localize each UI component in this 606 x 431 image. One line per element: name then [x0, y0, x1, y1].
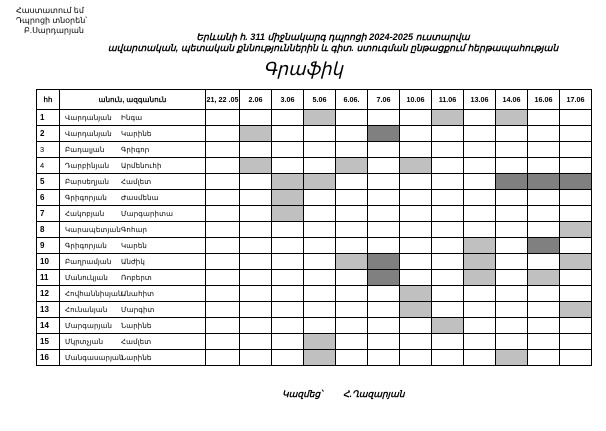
- table-row: [37, 334, 592, 350]
- empty-cell: [528, 318, 560, 334]
- empty-cell: [206, 270, 240, 286]
- empty-cell: [272, 286, 304, 302]
- empty-cell: [464, 142, 496, 158]
- empty-cell: [496, 286, 528, 302]
- empty-cell: [496, 206, 528, 222]
- staff-surname: Հակոբյան: [65, 209, 105, 218]
- empty-cell: [464, 222, 496, 238]
- empty-cell: [206, 238, 240, 254]
- empty-cell: [400, 190, 432, 206]
- empty-cell: [496, 318, 528, 334]
- row-number: 10: [37, 254, 60, 270]
- empty-cell: [528, 190, 560, 206]
- empty-cell: [240, 270, 272, 286]
- document-heading-line1: Երևանի հ. 311 միջնակարգ դպրոցի 2024-2025 ուստարվա: [196, 32, 470, 42]
- staff-name: [60, 318, 206, 334]
- duty-cell-light: [496, 110, 528, 126]
- duty-cell-dark: [368, 126, 400, 142]
- empty-cell: [336, 190, 368, 206]
- empty-cell: [528, 206, 560, 222]
- empty-cell: [400, 334, 432, 350]
- empty-cell: [496, 334, 528, 350]
- empty-cell: [496, 126, 528, 142]
- duty-cell-light: [400, 286, 432, 302]
- table-row: [37, 318, 592, 334]
- duty-cell-light: [464, 238, 496, 254]
- staff-first-name: Կարեն: [121, 241, 147, 250]
- empty-cell: [336, 286, 368, 302]
- staff-name: [60, 254, 206, 270]
- empty-cell: [206, 206, 240, 222]
- empty-cell: [560, 126, 592, 142]
- empty-cell: [528, 286, 560, 302]
- empty-cell: [368, 334, 400, 350]
- empty-cell: [368, 206, 400, 222]
- empty-cell: [496, 222, 528, 238]
- empty-cell: [304, 222, 336, 238]
- column-header-date: 6.06.: [336, 90, 368, 110]
- empty-cell: [464, 206, 496, 222]
- empty-cell: [464, 110, 496, 126]
- empty-cell: [206, 174, 240, 190]
- empty-cell: [206, 110, 240, 126]
- staff-first-name: Նարինե: [121, 321, 152, 330]
- column-header-date: 17.06: [560, 90, 592, 110]
- empty-cell: [432, 222, 464, 238]
- duty-cell-dark: [496, 174, 528, 190]
- empty-cell: [336, 174, 368, 190]
- empty-cell: [206, 254, 240, 270]
- table-row: [37, 158, 592, 174]
- empty-cell: [368, 110, 400, 126]
- duty-cell-light: [304, 350, 336, 366]
- empty-cell: [336, 126, 368, 142]
- empty-cell: [368, 238, 400, 254]
- empty-cell: [400, 206, 432, 222]
- empty-cell: [240, 254, 272, 270]
- row-number: 1: [37, 110, 60, 126]
- empty-cell: [432, 302, 464, 318]
- empty-cell: [206, 302, 240, 318]
- empty-cell: [368, 286, 400, 302]
- table-row: [37, 174, 592, 190]
- empty-cell: [240, 142, 272, 158]
- empty-cell: [368, 142, 400, 158]
- staff-first-name: Անժիկ: [121, 257, 145, 266]
- empty-cell: [272, 350, 304, 366]
- empty-cell: [304, 190, 336, 206]
- column-header-date: 7.06: [368, 90, 400, 110]
- row-number: 14: [37, 318, 60, 334]
- staff-surname: Գրիգորյան: [65, 193, 107, 202]
- table-row: [37, 142, 592, 158]
- empty-cell: [336, 334, 368, 350]
- empty-cell: [336, 270, 368, 286]
- duty-cell-light: [560, 302, 592, 318]
- empty-cell: [368, 222, 400, 238]
- empty-cell: [560, 318, 592, 334]
- empty-cell: [464, 334, 496, 350]
- staff-name: [60, 206, 206, 222]
- duty-cell-dark: [368, 270, 400, 286]
- empty-cell: [560, 158, 592, 174]
- schedule-table: [36, 89, 592, 366]
- empty-cell: [560, 142, 592, 158]
- approval-signature: Բ.Սարդարյան: [24, 26, 84, 35]
- column-header-date: 10.06: [400, 90, 432, 110]
- empty-cell: [272, 222, 304, 238]
- empty-cell: [528, 142, 560, 158]
- empty-cell: [304, 206, 336, 222]
- staff-first-name: Համլետ: [121, 337, 152, 346]
- duty-cell-light: [464, 254, 496, 270]
- empty-cell: [560, 286, 592, 302]
- empty-cell: [304, 254, 336, 270]
- row-number: 9: [37, 238, 60, 254]
- empty-cell: [272, 334, 304, 350]
- compiled-by-name: Հ.Ղազարյան: [343, 389, 405, 399]
- empty-cell: [206, 334, 240, 350]
- table-row: [37, 286, 592, 302]
- empty-cell: [206, 350, 240, 366]
- table-header-row: [37, 90, 592, 110]
- empty-cell: [560, 238, 592, 254]
- empty-cell: [528, 334, 560, 350]
- row-number: 2: [37, 126, 60, 142]
- empty-cell: [240, 190, 272, 206]
- empty-cell: [464, 350, 496, 366]
- staff-surname: Վարդանյան: [65, 113, 112, 122]
- staff-surname: Բադալյան: [65, 145, 105, 154]
- table-row: [37, 350, 592, 366]
- duty-cell-light: [432, 110, 464, 126]
- staff-first-name: Արմենուհի: [121, 161, 162, 170]
- duty-cell-light: [496, 350, 528, 366]
- staff-name: [60, 126, 206, 142]
- empty-cell: [496, 190, 528, 206]
- empty-cell: [206, 158, 240, 174]
- empty-cell: [400, 110, 432, 126]
- empty-cell: [400, 222, 432, 238]
- empty-cell: [336, 206, 368, 222]
- staff-first-name: Համլետ: [121, 177, 152, 186]
- empty-cell: [206, 142, 240, 158]
- empty-cell: [206, 126, 240, 142]
- row-number: 8: [37, 222, 60, 238]
- duty-cell-dark: [528, 238, 560, 254]
- empty-cell: [240, 302, 272, 318]
- empty-cell: [336, 222, 368, 238]
- staff-name: [60, 190, 206, 206]
- column-header-date: 11.06: [432, 90, 464, 110]
- empty-cell: [206, 190, 240, 206]
- empty-cell: [432, 158, 464, 174]
- staff-name: [60, 142, 206, 158]
- empty-cell: [336, 350, 368, 366]
- duty-cell-light: [304, 110, 336, 126]
- staff-name: [60, 110, 206, 126]
- empty-cell: [400, 318, 432, 334]
- staff-surname: Վարդանյան: [65, 129, 112, 138]
- empty-cell: [432, 126, 464, 142]
- staff-first-name: Մարգիտ: [121, 305, 155, 314]
- column-header-name: անուն, ազգանուն: [60, 90, 206, 110]
- empty-cell: [560, 334, 592, 350]
- empty-cell: [400, 174, 432, 190]
- duty-cell-light: [240, 158, 272, 174]
- empty-cell: [336, 110, 368, 126]
- duty-cell-light: [272, 190, 304, 206]
- empty-cell: [304, 318, 336, 334]
- duty-cell-dark: [368, 254, 400, 270]
- empty-cell: [304, 286, 336, 302]
- column-header-date: 14.06: [496, 90, 528, 110]
- staff-name: [60, 302, 206, 318]
- staff-name: [60, 334, 206, 350]
- duty-cell-light: [464, 270, 496, 286]
- table-row: [37, 222, 592, 238]
- empty-cell: [272, 142, 304, 158]
- staff-first-name: Անահիտ: [121, 289, 155, 298]
- empty-cell: [528, 126, 560, 142]
- empty-cell: [240, 318, 272, 334]
- staff-surname: Հովհաննիսյան: [65, 289, 123, 298]
- duty-cell-light: [272, 174, 304, 190]
- compiled-by-label: Կազմեց՝: [282, 389, 323, 399]
- staff-surname: Բարսեղյան: [65, 177, 109, 186]
- duty-cell-light: [400, 302, 432, 318]
- empty-cell: [432, 254, 464, 270]
- empty-cell: [464, 302, 496, 318]
- empty-cell: [400, 254, 432, 270]
- staff-name: [60, 222, 206, 238]
- staff-surname: Դարբինյան: [65, 161, 110, 170]
- duty-cell-light: [304, 334, 336, 350]
- staff-surname: Մանգասարյան: [65, 353, 124, 362]
- empty-cell: [432, 270, 464, 286]
- staff-name: [60, 174, 206, 190]
- empty-cell: [336, 318, 368, 334]
- empty-cell: [400, 142, 432, 158]
- empty-cell: [464, 126, 496, 142]
- empty-cell: [464, 190, 496, 206]
- table-row: [37, 126, 592, 142]
- row-number: 7: [37, 206, 60, 222]
- empty-cell: [560, 110, 592, 126]
- empty-cell: [368, 350, 400, 366]
- empty-cell: [336, 302, 368, 318]
- empty-cell: [560, 206, 592, 222]
- empty-cell: [464, 158, 496, 174]
- empty-cell: [272, 302, 304, 318]
- table-row: [37, 270, 592, 286]
- empty-cell: [304, 270, 336, 286]
- empty-cell: [560, 190, 592, 206]
- empty-cell: [240, 238, 272, 254]
- empty-cell: [432, 190, 464, 206]
- duty-cell-light: [400, 158, 432, 174]
- empty-cell: [206, 222, 240, 238]
- empty-cell: [336, 142, 368, 158]
- document-heading-line2: ավարտական, պետական քննություններին և գիտ. ստուգման ընթացքում հերթապահության: [107, 43, 559, 53]
- empty-cell: [464, 318, 496, 334]
- empty-cell: [528, 110, 560, 126]
- staff-surname: Գրիգորյան: [65, 241, 107, 250]
- staff-name: [60, 350, 206, 366]
- duty-cell-light: [336, 254, 368, 270]
- staff-surname: Կարապետյան: [65, 225, 121, 234]
- empty-cell: [432, 206, 464, 222]
- staff-first-name: Գոհար: [121, 225, 148, 234]
- staff-name: [60, 286, 206, 302]
- empty-cell: [304, 238, 336, 254]
- empty-cell: [368, 174, 400, 190]
- row-number: 3: [37, 142, 60, 158]
- empty-cell: [432, 238, 464, 254]
- empty-cell: [206, 318, 240, 334]
- empty-cell: [496, 142, 528, 158]
- duty-cell-light: [432, 318, 464, 334]
- staff-name: [60, 238, 206, 254]
- duty-cell-light: [560, 254, 592, 270]
- column-header-date: 2.06: [240, 90, 272, 110]
- empty-cell: [432, 334, 464, 350]
- empty-cell: [496, 270, 528, 286]
- empty-cell: [432, 350, 464, 366]
- empty-cell: [240, 350, 272, 366]
- row-number: 11: [37, 270, 60, 286]
- staff-first-name: Կարինե: [121, 129, 152, 138]
- duty-cell-dark: [528, 174, 560, 190]
- table-row: [37, 238, 592, 254]
- column-header-date: 21, 22 .05: [206, 90, 240, 110]
- staff-first-name: Գրիգոր: [121, 145, 150, 154]
- empty-cell: [304, 126, 336, 142]
- empty-cell: [240, 222, 272, 238]
- empty-cell: [464, 286, 496, 302]
- empty-cell: [272, 158, 304, 174]
- empty-cell: [240, 174, 272, 190]
- table-row: [37, 302, 592, 318]
- staff-surname: Բաղրամյան: [65, 257, 112, 266]
- staff-surname: Մանուկյան: [65, 273, 108, 282]
- column-header-date: 3.06: [272, 90, 304, 110]
- table-row: [37, 190, 592, 206]
- empty-cell: [240, 286, 272, 302]
- column-header-date: 13.06: [464, 90, 496, 110]
- table-row: [37, 254, 592, 270]
- empty-cell: [496, 238, 528, 254]
- empty-cell: [528, 350, 560, 366]
- empty-cell: [304, 142, 336, 158]
- empty-cell: [368, 318, 400, 334]
- empty-cell: [400, 270, 432, 286]
- approval-title: Դպրոցի տնօրեն՝: [16, 16, 88, 25]
- staff-surname: Մկրտչյան: [65, 337, 104, 346]
- duty-cell-light: [272, 206, 304, 222]
- column-header-num: հհ: [37, 90, 60, 110]
- empty-cell: [304, 302, 336, 318]
- empty-cell: [528, 254, 560, 270]
- row-number: 13: [37, 302, 60, 318]
- duty-cell-dark: [560, 174, 592, 190]
- staff-first-name: Մարգարիտա: [121, 209, 174, 218]
- empty-cell: [528, 302, 560, 318]
- staff-name: [60, 270, 206, 286]
- empty-cell: [240, 110, 272, 126]
- empty-cell: [272, 318, 304, 334]
- duty-cell-light: [304, 174, 336, 190]
- empty-cell: [560, 270, 592, 286]
- empty-cell: [432, 286, 464, 302]
- empty-cell: [240, 206, 272, 222]
- empty-cell: [272, 270, 304, 286]
- empty-cell: [206, 286, 240, 302]
- row-number: 12: [37, 286, 60, 302]
- empty-cell: [304, 158, 336, 174]
- empty-cell: [272, 238, 304, 254]
- approval-line: Հաստատում եմ: [16, 6, 84, 15]
- staff-first-name: Նարինե: [121, 353, 152, 362]
- empty-cell: [400, 126, 432, 142]
- document-title: Գրաֆիկ: [263, 59, 343, 79]
- empty-cell: [464, 174, 496, 190]
- empty-cell: [496, 254, 528, 270]
- row-number: 15: [37, 334, 60, 350]
- duty-cell-light: [560, 222, 592, 238]
- duty-cell-light: [336, 158, 368, 174]
- table-row: [37, 110, 592, 126]
- row-number: 6: [37, 190, 60, 206]
- row-number: 4: [37, 158, 60, 174]
- staff-first-name: Ինգա: [121, 113, 143, 122]
- empty-cell: [400, 238, 432, 254]
- row-number: 5: [37, 174, 60, 190]
- empty-cell: [240, 334, 272, 350]
- empty-cell: [368, 190, 400, 206]
- empty-cell: [432, 142, 464, 158]
- empty-cell: [336, 238, 368, 254]
- column-header-date: 5.06: [304, 90, 336, 110]
- table-row: [37, 206, 592, 222]
- empty-cell: [368, 158, 400, 174]
- table-body: [37, 110, 592, 366]
- row-number: 16: [37, 350, 60, 366]
- empty-cell: [400, 350, 432, 366]
- column-header-date: 16.06: [528, 90, 560, 110]
- empty-cell: [560, 350, 592, 366]
- empty-cell: [368, 302, 400, 318]
- empty-cell: [528, 158, 560, 174]
- empty-cell: [496, 302, 528, 318]
- empty-cell: [272, 110, 304, 126]
- staff-surname: Հունանյան: [65, 305, 108, 314]
- empty-cell: [432, 174, 464, 190]
- empty-cell: [528, 222, 560, 238]
- empty-cell: [272, 254, 304, 270]
- staff-surname: Մարգարյան: [65, 321, 113, 330]
- empty-cell: [272, 126, 304, 142]
- duty-cell-light: [528, 270, 560, 286]
- empty-cell: [496, 158, 528, 174]
- duty-cell-light: [240, 126, 272, 142]
- staff-first-name: Ժասմենա: [121, 193, 159, 202]
- staff-first-name: Ռոբերտ: [121, 273, 152, 282]
- staff-name: [60, 158, 206, 174]
